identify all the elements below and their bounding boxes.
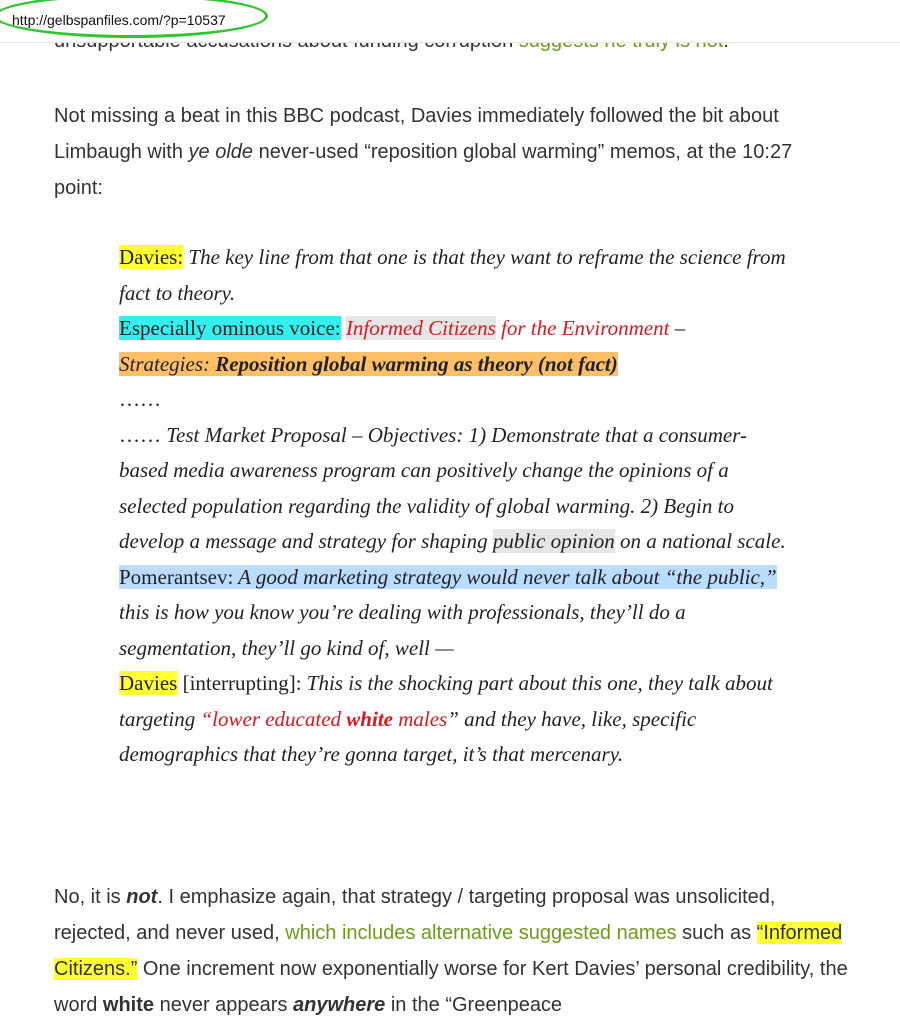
interrupting-label: [interrupting]: — [177, 671, 302, 695]
national-scale-text: on a national scale. — [614, 529, 786, 553]
quote-line-1: The key line from that one is that they want to reframe the science from fact to theory. — [119, 245, 786, 305]
test-market-text: Test Market Proposal – Objectives: 1) Demonstrate that a consumer-based media awareness program can positively change the opinions of a selected population regarding the validity of global warming. 2) Begin to develop a message and strategy for shaping — [119, 422, 747, 553]
speaker-pomerantsev: Pomerantsev: — [119, 564, 234, 589]
public-opinion-highlight: public opinion — [492, 529, 615, 553]
not-emphasis: not — [126, 886, 158, 908]
browser-url-bar — [0, 0, 900, 43]
alternative-names-link[interactable]: which includes alternative suggested names — [285, 922, 677, 944]
pomerantsev-rest: this is how you know you’re dealing with professionals, they’ll do a segmentation, they’ll go kind of, well — — [119, 600, 686, 660]
strategies-highlight — [119, 352, 618, 376]
anywhere-emphasis: anywhere — [293, 994, 386, 1016]
open-quote: “ — [200, 706, 213, 731]
rebuttal-text-1: No, it is — [54, 886, 127, 908]
intro-italic: ye olde — [188, 141, 254, 163]
intro-text-1: Not missing a beat in this BBC podcast, Davies immediately followed the bit about Limbaugh with — [54, 105, 779, 163]
url-text[interactable]: http://gelbspanfiles.com/?p=10537 — [12, 12, 226, 28]
pomerantsev-highlight — [119, 565, 777, 589]
white-emphasis: white — [346, 706, 393, 731]
lower-educated-text: lower educated — [212, 706, 347, 731]
paragraph-rebuttal — [54, 879, 854, 1023]
males-text: males — [392, 706, 448, 731]
rebuttal-text-2: . I emphasize again, that strategy / targeting proposal was unsolicited, rejected, and never used, — [54, 886, 776, 944]
rebuttal-text-4: One increment now exponentially worse for Kert Davies’ personal credibility, the word — [54, 958, 848, 1016]
ellipsis-1: …… — [119, 387, 161, 411]
intro-text-2: never-used “reposition global warming” memos, at the 10:27 point: — [54, 141, 793, 199]
strategies-text: Reposition global warming as theory (not fact) — [215, 351, 618, 376]
transcript-blockquote — [119, 240, 789, 773]
informed-citizens-highlight: “Informed Citizens.” — [54, 922, 843, 980]
org-name-highlight: Informed Citizens — [345, 316, 496, 340]
ellipsis-2: …… — [119, 422, 161, 447]
quote-rest: and they have, like, specific demographics that they’re gonna target, it’s that mercenary. — [119, 706, 697, 766]
shocking-text: This is the shocking part about this one, they talk about targeting — [119, 671, 773, 731]
speaker-ominous-voice: Especially ominous voice: — [119, 316, 341, 340]
rebuttal-text-6: in the “Greenpeace — [385, 994, 563, 1016]
speaker-davies-2: Davies — [119, 671, 178, 695]
org-name-rest: for the Environment — [495, 316, 670, 340]
pomerantsev-quote: A good marketing strategy would never talk about “the public,” — [233, 564, 777, 589]
white-bold: white — [102, 994, 155, 1016]
paragraph-intro — [54, 98, 844, 206]
rebuttal-text-5: never appears — [154, 994, 294, 1016]
rebuttal-text-3: such as — [676, 922, 757, 944]
close-quote: ” — [447, 706, 459, 731]
dash: – — [669, 316, 686, 340]
strategies-label: Strategies: — [119, 351, 216, 376]
speaker-davies-1: Davies: — [119, 245, 184, 269]
